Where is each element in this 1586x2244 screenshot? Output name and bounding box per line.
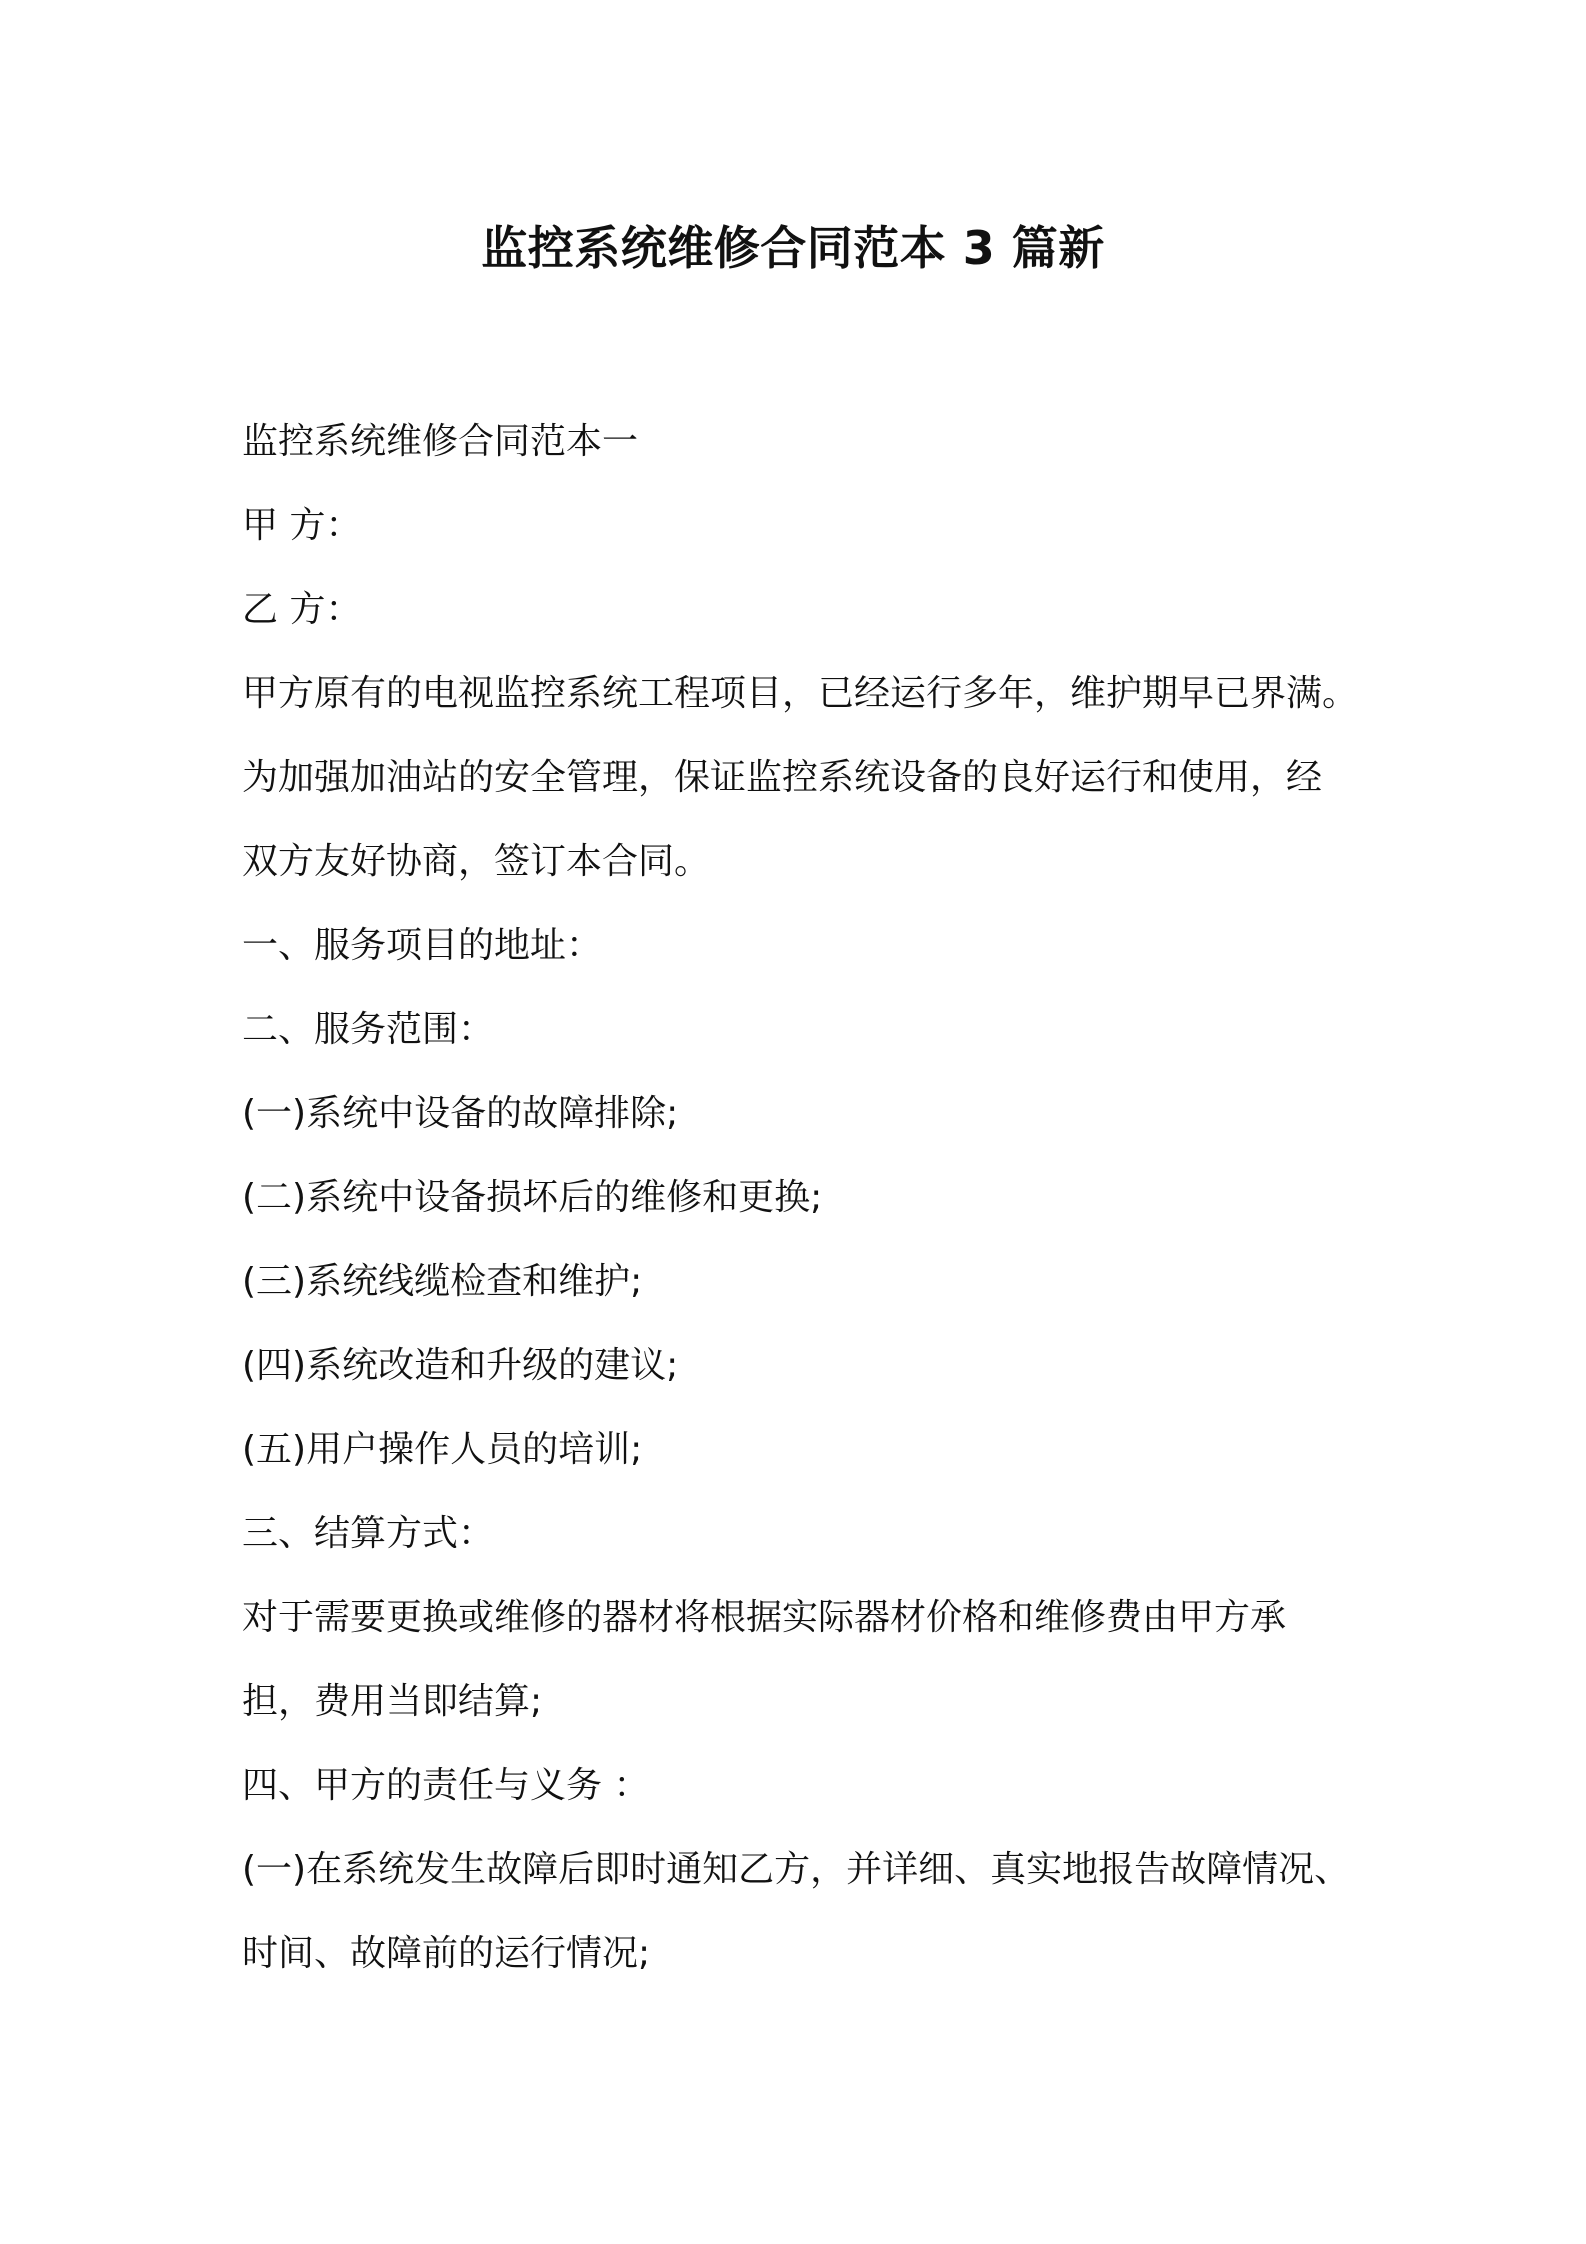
document-title: 监控系统维修合同范本 3 篇新 (481, 221, 1105, 275)
list-item: (二)系统中设备损坏后的维修和更换; (242, 1177, 823, 1218)
paragraph-line: 对于需要更换或维修的器材将根据实际器材价格和维修费由甲方承 (242, 1597, 1287, 1638)
clause-heading: 四、甲方的责任与义务 ： (242, 1765, 650, 1806)
paragraph-line: 为加强加油站的安全管理，保证监控系统设备的良好运行和使用，经 (242, 757, 1323, 798)
clause-heading: 一、服务项目的地址： (242, 925, 603, 966)
clause-heading: 二、服务范围： (242, 1009, 495, 1050)
list-item: (五)用户操作人员的培训; (242, 1429, 643, 1470)
paragraph-line: 担，费用当即结算; (242, 1681, 543, 1722)
paragraph-line: 双方友好协商，签订本合同。 (242, 841, 711, 882)
party-b-line: 乙 方： (242, 589, 362, 630)
list-item: (三)系统线缆检查和维护; (242, 1261, 643, 1302)
section-heading: 监控系统维修合同范本一 (242, 421, 639, 462)
list-item: (一)系统中设备的故障排除; (242, 1093, 679, 1134)
list-item: (一)在系统发生故障后即时通知乙方，并详细、真实地报告故障情况、 (242, 1849, 1351, 1890)
list-item: (四)系统改造和升级的建议; (242, 1345, 679, 1386)
paragraph-line: 甲方原有的电视监控系统工程项目，已经运行多年，维护期早已界满。 (242, 673, 1359, 714)
clause-heading: 三、结算方式： (242, 1513, 495, 1554)
party-a-line: 甲 方： (242, 505, 362, 546)
paragraph-line: 时间、故障前的运行情况; (242, 1933, 651, 1974)
document-body (242, 400, 1372, 1996)
